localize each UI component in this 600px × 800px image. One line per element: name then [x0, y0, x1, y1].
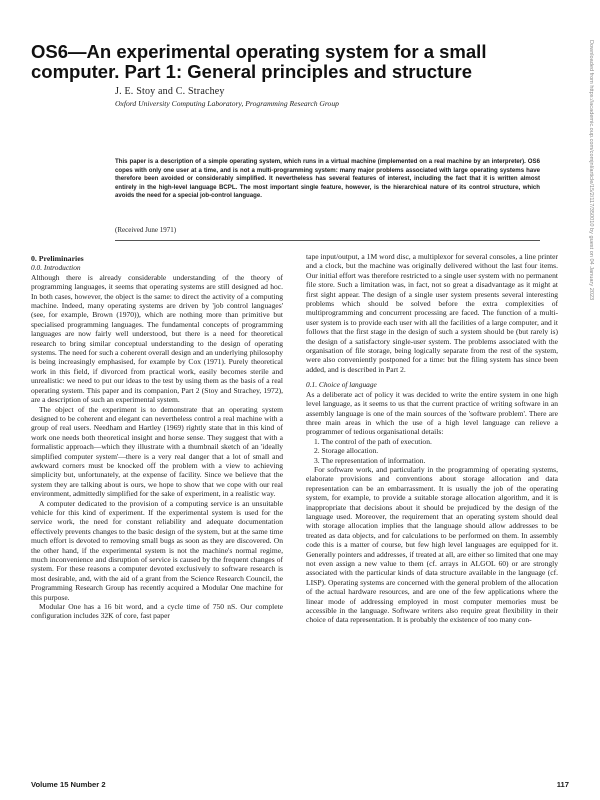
paragraph: As a deliberate act of policy it was decided to write the entire system in one high level language, as it seems to us that the current practice of writing software in an assembly language is one of the main sources of the 'software problem'. There are three main areas in which the use of a high level language can relieve a programmer of tedious organisational details: [306, 389, 558, 437]
list-item: 1. The control of the path of execution. [314, 436, 432, 446]
paragraph: A computer dedicated to the provision of a computing service is an unsuitable vehicle for this kind of experiment. If the experimental system is used for the service work, the need for constant reliability and adequate documentation effectively prevents changes to the basic design of the system, but at the same time much effort is devoted to removing small bugs as soon as they are discovered. On the other hand, if the experimental system is not the machine's normal regime, much inconvenience and disruption of service is caused by the frequent changes of system. For these reasons a computer devoted exclusively to software research is most desirable, and, with the aid of a grant from the Science Research Council, the Programming Research Group has recently acquired a Modular One machine for this purpose. [31, 498, 283, 602]
paragraph: Modular One has a 16 bit word, and a cycle time of 750 nS. Our complete configuration includes 32K of core, fast paper [31, 602, 283, 621]
language-list [306, 437, 558, 465]
page-number: 117 [556, 780, 569, 789]
paragraph: Although there is already considerable understanding of the theory of programming languages, it seems that operating systems are still designed ad hoc. In both cases, however, the object is the same: to direct the activity of a computing machine. Indeed, many operating systems are driven by 'job control languages' (see, for example, Brown (1970)), which are nothing more than primitive but specialised programming languages. The fundamental concepts of programming languages are now fairly well understood, but there is a need for theoretical research to bring similar conceptual understanding to the design of operating systems. The need for such a coherent overall design and an underlying philosophy is being increasingly emphasised, for example by Cox (1971). Purely theoretical work in this field, if divorced from practical work, easily becomes sterile and unrealistic: we need to put our ideas to the test by using them as the basis of a real operating system. This paper and its companion, Part 2 (Stoy and Strachey, 1972), are a description of such an experimental system. [31, 272, 283, 405]
right-column [306, 252, 558, 625]
paragraph: The object of the experiment is to demonstrate that an operating system designed to be coherent and elegant can nevertheless control a real machine with a group of real users. Needham and Hartley (1969) rightly state that in this kind of work one needs both theoretical insight and horse sense. They suggest that with a formalistic approach—which they illustrate with a thumbnail sketch of an 'ideally simplified computer system'—there is a very real danger that a lot of small and awkward corners must be knocked off the problem with a view to achieving simplicity but, unfortunately, at the expense of facility. Since we believe that the system they are talking about is ours, we hope to show that we cope with our real environment, admittedly simplified for the sake of experiment, in a realistic way. [31, 404, 283, 499]
abstract: This paper is a description of a simple operating system, which runs in a virtual machine (implemented on a real machine by an interpreter). OS6 copes with only one user at a time, and is not a multi-programming system: many major problems associated with large operating systems have therefore been avoided or considerably simplified. It nevertheless has several features of interest, including the fact that it is written almost entirely in the high-level language BCPL. The most important single feature, however, is the hierarchical nature of its control structure, which avoids the need for a special job-control language. [115, 158, 540, 200]
list-item: 3. The representation of information. [314, 455, 426, 465]
list-item: 2. Storage allocation. [314, 446, 379, 456]
paragraph: tape input/output, a 1M word disc, a multiplexor for several consoles, a line printer and a clock, but the machine was originally delivered without the last four items. Our initial effort was therefore restricted to a single user system with no permanent file store. Such a limitation was, in fact, not so great a disadvantage as it might at first sight appear. The design of a single user system presents several interesting problems which should be solved before the extra complexities of multiprogramming and concurrent processing are faced. The function of a multi-user system is to provide each user with all the facilities of a large computer, and it follows that the first stage in the design of such a system should be (but rarely is) the design of a satisfactory single-user system. The problems associated with the organisation of file storage, being logically separate from the rest of the system, were also conveniently postponed for a time: but the filing system has since been added, and is described in Part 2. [306, 252, 558, 374]
affiliation: Oxford University Computing Laboratory, Programming Research Group [115, 99, 339, 108]
subsection-heading-introduction: 0.0. Introduction [31, 263, 81, 273]
download-watermark: Downloaded from https://academic.oup.com/comjnl/article/15/2/117/350010 by guest on 04 January 2023 [588, 40, 594, 301]
received-date: (Received June 1971) [115, 226, 177, 234]
paper-title: OS6—An experimental operating system for a small computer. Part 1: General principles and structure [31, 41, 487, 82]
footer-volume: Volume 15 Number 2 [31, 780, 106, 789]
divider [115, 240, 540, 241]
section-heading: 0. Preliminaries [31, 254, 84, 263]
paragraph: For software work, and particularly in the programming of operating systems, elaborate provisions and conventions about storage allocation and data representation can be an embarrassment. It is usually the job of the operating system, for example, to provide a suitable storage allocation algorithm, and it is inappropriate that decisions about it should be prejudiced by the design of the language used. Moreover, the requirement that an operating system should deal with storage allocation implies that the language should allow addresses to be treated as data objects, and for calculations to be performed on them. In assembly code this is a matter of course, but few high level languages are equipped for it. Generally pointers and addresses, if treated at all, are either so limited that one may not even assign a new value to them (cf. arrays in ALGOL 60) or are strongly associated with the particular kinds of data structure available in the language (cf. LISP). Operating systems are concerned with the general problem of the allocation of the actual hardware resources, and are one of the few applications where the linear mode of addressing employed in most computer memories must be accessible in the language. Software writers also require great flexibility in their choice of data representation. It is probably the existence of too many con- [306, 464, 558, 625]
subsection-heading-language: 0.1. Choice of language [306, 380, 377, 390]
left-column [31, 254, 283, 621]
authors: J. E. Stoy and C. Strachey [115, 86, 225, 97]
